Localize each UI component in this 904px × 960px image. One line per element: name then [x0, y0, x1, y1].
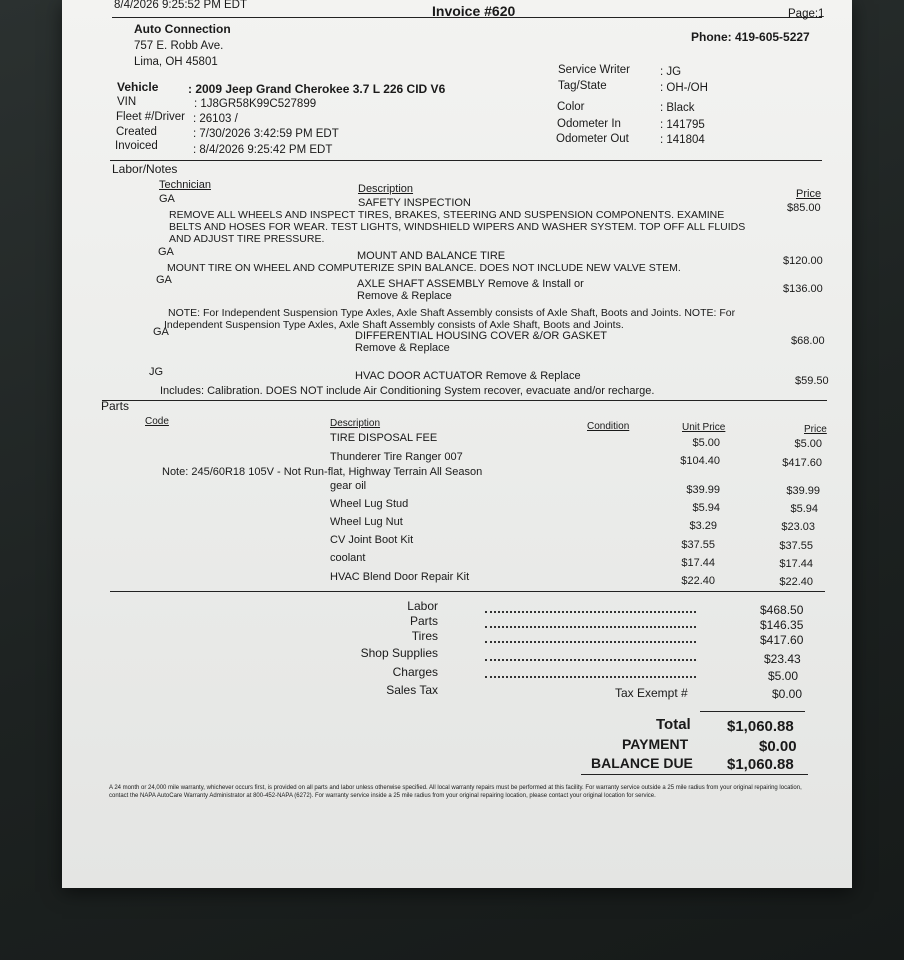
- balance-due-label: BALANCE DUE: [591, 755, 693, 771]
- sales-tax-label: Sales Tax: [386, 683, 438, 697]
- shop-phone: Phone: 419-605-5227: [691, 30, 810, 44]
- fleet-label: Fleet #/Driver: [116, 111, 186, 123]
- odometer-in-value: : 141795: [660, 119, 705, 131]
- labor-tech: GA: [159, 193, 175, 205]
- odometer-in-label: Odometer In: [557, 118, 621, 130]
- part-description: TIRE DISPOSAL FEE: [330, 432, 438, 444]
- parts-total-label: Parts: [409, 614, 438, 628]
- labor-note: NOTE: For Independent Suspension Type Axles, Axle Shaft Assembly consists of Axle Shaft, Boots and Joints. NOTE: For Independent Suspension Type Axles, Axle Shaft Assembly consists of Axle Shaft, Boots and Joints.: [164, 307, 736, 331]
- invoice-title: Invoice #620: [432, 3, 516, 19]
- charges-leader: [485, 676, 696, 678]
- sales-tax-value: $0.00: [772, 687, 803, 701]
- col-unit-price: Unit Price: [682, 422, 726, 433]
- charges-value: $5.00: [768, 669, 799, 683]
- vehicle-rule: [110, 160, 822, 161]
- labor-note: MOUNT TIRE ON WHEEL AND COMPUTERIZE SPIN BALANCE. DOES NOT INCLUDE NEW VALVE STEM.: [167, 262, 681, 274]
- labor-description: MOUNT AND BALANCE TIRE: [357, 250, 506, 262]
- total-value: $1,060.88: [727, 718, 794, 735]
- payment-label: PAYMENT: [622, 736, 689, 752]
- tag-state-value: : OH-/OH: [660, 82, 708, 94]
- service-writer-label: Service Writer: [558, 64, 630, 76]
- part-description: Thunderer Tire Ranger 007: [330, 451, 463, 463]
- part-price: $417.60: [782, 457, 822, 469]
- parts-total-leader: [485, 626, 696, 628]
- labor-price: $120.00: [783, 255, 823, 267]
- labor-description: DIFFERENTIAL HOUSING COVER &/OR GASKET Remove & Replace: [355, 330, 607, 354]
- part-price: $5.94: [790, 503, 818, 515]
- page-number: Page:1: [788, 8, 825, 20]
- parts-total-value: $146.35: [760, 618, 804, 632]
- labor-note: Includes: Calibration. DOES NOT include Air Conditioning System recover, evacuate and/or recharge.: [160, 385, 655, 397]
- service-writer-value: : JG: [660, 66, 682, 78]
- part-price: $5.00: [794, 438, 822, 450]
- invoice-paper: [62, 0, 852, 888]
- created-label: Created: [116, 126, 157, 138]
- labor-tech: JG: [149, 366, 164, 378]
- header-rule: [112, 17, 822, 18]
- part-description: HVAC Blend Door Repair Kit: [330, 571, 470, 583]
- invoiced-value: : 8/4/2026 9:25:42 PM EDT: [193, 144, 333, 156]
- part-unit-price: $5.94: [692, 502, 720, 514]
- tax-exempt-label: Tax Exempt #: [615, 686, 688, 700]
- part-unit-price: $17.44: [681, 557, 715, 569]
- labor-tech: GA: [153, 326, 169, 338]
- labor-note: REMOVE ALL WHEELS AND INSPECT TIRES, BRAKES, STEERING AND SUSPENSION COMPONENTS. EXAMINE BELTS AND HOSES FOR WEAR. TEST LIGHTS, WINDSHIELD WIPERS AND WASHER SYSTEM. TOP OFF ALL FLUIDS AND ADJUST TIRE PRESSURE.: [169, 209, 746, 245]
- part-unit-price: $39.99: [686, 484, 720, 496]
- part-unit-price: $37.55: [681, 539, 715, 551]
- tag-state-label: Tag/State: [558, 80, 607, 92]
- part-description: gear oil: [330, 480, 367, 492]
- vin-value: : 1J8GR58K99C527899: [194, 98, 317, 110]
- odometer-out-label: Odometer Out: [556, 133, 629, 145]
- labor-price: $59.50: [795, 375, 829, 387]
- shop-supplies-label: Shop Supplies: [360, 646, 438, 660]
- part-description: Wheel Lug Stud: [330, 498, 409, 510]
- labor-total-label: Labor: [407, 599, 438, 613]
- labor-total-value: $468.50: [760, 603, 804, 617]
- part-unit-price: $104.40: [680, 455, 720, 467]
- labor-description: SAFETY INSPECTION: [358, 197, 471, 209]
- invoiced-label: Invoiced: [115, 140, 158, 152]
- total-label: Total: [656, 716, 691, 733]
- shop-address-line1: 757 E. Robb Ave.: [134, 40, 224, 52]
- part-note: Note: 245/60R18 105V - Not Run-flat, Highway Terrain All Season: [162, 466, 483, 478]
- part-description: coolant: [330, 552, 366, 564]
- labor-total-leader: [485, 611, 696, 613]
- parts-section-label: Parts: [101, 399, 130, 413]
- payment-value: $0.00: [759, 738, 797, 755]
- labor-price: $85.00: [787, 202, 821, 214]
- col-parts-price: Price: [804, 424, 827, 435]
- labor-price: $136.00: [783, 283, 823, 295]
- odometer-out-value: : 141804: [660, 134, 705, 146]
- part-description: CV Joint Boot Kit: [330, 534, 414, 546]
- balance-due-value: $1,060.88: [727, 756, 794, 773]
- labor-price: $68.00: [791, 335, 825, 347]
- col-technician: Technician: [159, 179, 211, 191]
- tires-total-label: Tires: [411, 629, 438, 643]
- tires-total-value: $417.60: [760, 633, 804, 647]
- warranty-text: A 24 month or 24,000 mile warranty, whichever occurs first, is provided on all parts and labor unless otherwise specified. All local warranty repairs must be performed at this facility. For warranty service outside a 25 mile radius from your original repairing location, contact the NAPA AutoCare Warranty Administrator at 800-452-NAPA (6272). For warranty service inside a 25 mile radius from your original repairing location, please contact your original location for service.: [109, 785, 802, 799]
- part-price: $17.44: [779, 558, 813, 570]
- shop-supplies-leader: [485, 659, 696, 661]
- part-price: $22.40: [779, 576, 813, 588]
- labor-tech: GA: [158, 246, 174, 258]
- vehicle-label: Vehicle: [117, 80, 159, 94]
- col-labor-description: Description: [358, 183, 414, 195]
- color-label: Color: [557, 101, 585, 113]
- parts-rule: [110, 591, 825, 592]
- part-description: Wheel Lug Nut: [330, 516, 403, 528]
- shop-name: Auto Connection: [134, 22, 231, 36]
- labor-description: AXLE SHAFT ASSEMBLY Remove & Install or Remove & Replace: [357, 278, 584, 302]
- labor-tech: GA: [156, 274, 172, 286]
- col-labor-price: Price: [796, 188, 822, 200]
- shop-address-line2: Lima, OH 45801: [134, 56, 218, 68]
- total-rule: [700, 711, 805, 712]
- vehicle-value: : 2009 Jeep Grand Cherokee 3.7 L 226 CID V6: [188, 82, 446, 96]
- part-unit-price: $22.40: [681, 575, 715, 587]
- part-unit-price: $3.29: [689, 520, 717, 532]
- shop-supplies-value: $23.43: [764, 652, 801, 666]
- balance-rule: [581, 774, 808, 775]
- created-value: : 7/30/2026 3:42:59 PM EDT: [193, 128, 339, 140]
- labor-description: HVAC DOOR ACTUATOR Remove & Replace: [355, 370, 581, 382]
- part-unit-price: $5.00: [692, 437, 720, 449]
- part-price: $37.55: [779, 540, 813, 552]
- vin-label: VIN: [117, 96, 137, 108]
- col-condition: Condition: [587, 421, 630, 432]
- fleet-value: : 26103 /: [193, 113, 238, 125]
- col-parts-description: Description: [330, 418, 381, 429]
- part-price: $23.03: [781, 521, 815, 533]
- charges-label: Charges: [392, 665, 438, 679]
- print-datetime: 8/4/2026 9:25:52 PM EDT: [114, 0, 247, 11]
- col-code: Code: [145, 416, 169, 427]
- labor-section-label: Labor/Notes: [112, 162, 178, 176]
- labor-rule: [102, 400, 827, 401]
- part-price: $39.99: [786, 485, 820, 497]
- color-value: : Black: [660, 102, 695, 114]
- tires-total-leader: [485, 641, 696, 643]
